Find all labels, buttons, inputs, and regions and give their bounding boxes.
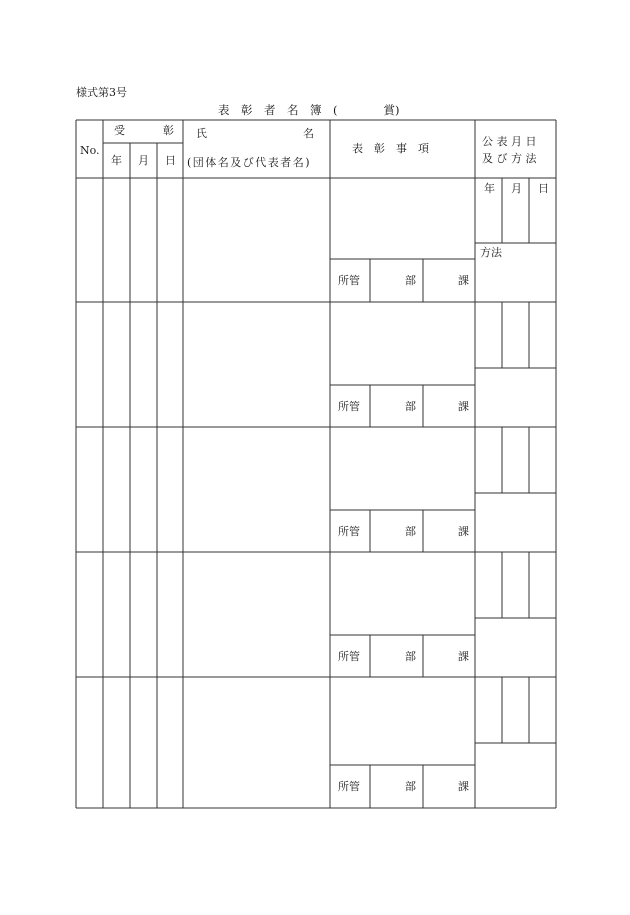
row4-jurisdiction-dept: 部 — [405, 650, 416, 663]
row4-jurisdiction-label: 所管 — [338, 650, 360, 663]
header-publication-line2: 及 び 方 法 — [482, 152, 537, 165]
header-day: 日 — [165, 154, 176, 167]
row1-pub-month: 月 — [511, 182, 522, 195]
header-name — [196, 128, 314, 139]
row1-jurisdiction-dept: 部 — [405, 274, 416, 287]
header-award-matter: 表 彰 事 項 — [352, 142, 429, 155]
header-year: 年 — [111, 154, 122, 167]
row3-jurisdiction-label: 所管 — [338, 525, 360, 538]
row3-jurisdiction-dept: 部 — [405, 525, 416, 538]
row1-pub-method: 方法 — [480, 246, 502, 259]
row5-jurisdiction-dept: 部 — [405, 780, 416, 793]
row1-jurisdiction-section: 課 — [458, 274, 469, 287]
document-title: 表 彰 者 名 簿 ( 賞) — [218, 103, 400, 117]
row2-jurisdiction-section: 課 — [458, 400, 469, 413]
row5-jurisdiction-label: 所管 — [338, 780, 360, 793]
header-name-right: 名 — [303, 127, 314, 140]
row2-jurisdiction-dept: 部 — [405, 400, 416, 413]
row5-jurisdiction-section: 課 — [458, 780, 469, 793]
row3-jurisdiction-section: 課 — [458, 525, 469, 538]
row1-jurisdiction-label: 所管 — [338, 274, 360, 287]
row4-jurisdiction-section: 課 — [458, 650, 469, 663]
header-month: 月 — [138, 154, 149, 167]
row1-pub-year: 年 — [484, 182, 495, 195]
row2-jurisdiction-label: 所管 — [338, 400, 360, 413]
row1-pub-day: 日 — [538, 182, 549, 195]
header-name-left: 氏 — [196, 127, 207, 140]
header-name-sub: (団体名及び代表者名) — [187, 156, 312, 169]
header-award-date — [114, 125, 174, 136]
header-no: No. — [80, 144, 100, 157]
header-award-date-right: 彰 — [163, 124, 174, 137]
header-award-date-left: 受 — [114, 124, 125, 137]
header-publication-line1: 公 表 月 日 — [482, 135, 537, 148]
form-number: 様式第3号 — [76, 86, 127, 99]
